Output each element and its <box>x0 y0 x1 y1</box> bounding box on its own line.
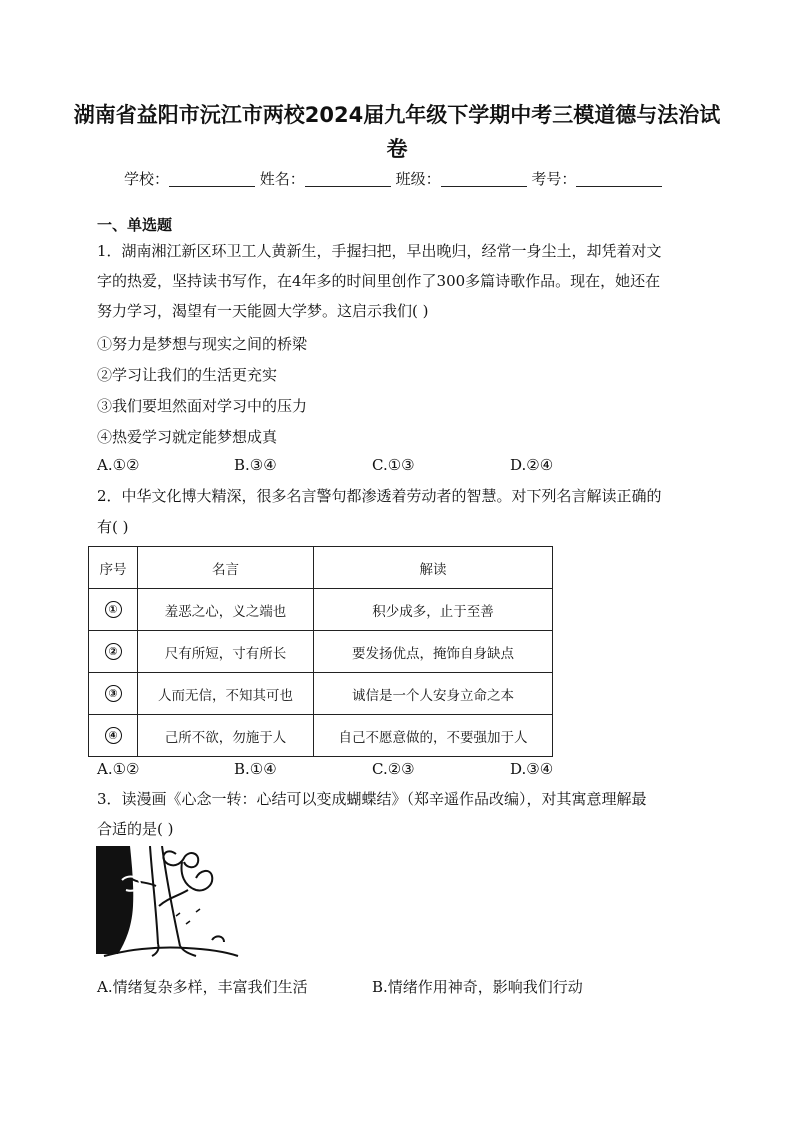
q1-statement-1: ①努力是梦想与现实之间的桥梁 <box>97 335 308 353</box>
exam-title-line-1: 湖南省益阳市沅江市两校2024届九年级下学期中考三模道德与法治试 <box>73 103 721 127</box>
exam-number-blank[interactable] <box>576 170 662 187</box>
row-quote: 己所不欲，勿施于人 <box>138 715 314 757</box>
school-label: 学校： <box>124 170 170 188</box>
row-quote: 尺有所短，寸有所长 <box>138 631 314 673</box>
q2-option-c[interactable]: C.②③ <box>372 760 415 778</box>
header-interpretation: 解读 <box>314 547 553 589</box>
row-interpretation: 要发扬优点，掩饰自身缺点 <box>314 631 553 673</box>
q1-option-a[interactable]: A.①② <box>97 456 140 474</box>
q1-stem-line-1: 1．湖南湘江新区环卫工人黄新生，手握扫把，早出晚归，经常一身尘土，却凭着对文 <box>97 242 662 260</box>
q1-option-b[interactable]: B.③④ <box>234 456 277 474</box>
exam-number-label: 考号： <box>531 170 577 188</box>
row-interpretation: 积少成多，止于至善 <box>314 589 553 631</box>
row-quote: 羞恶之心，义之端也 <box>138 589 314 631</box>
row-quote: 人而无信，不知其可也 <box>138 673 314 715</box>
school-blank[interactable] <box>169 170 255 187</box>
row-number: ④ <box>89 715 138 757</box>
exam-title-line-2: 卷 <box>386 137 408 161</box>
q1-option-c[interactable]: C.①③ <box>372 456 415 474</box>
row-number: ② <box>89 631 138 673</box>
q1-stem-line-3: 努力学习，渴望有一天能圆大学梦。这启示我们( ) <box>97 302 429 320</box>
header-number: 序号 <box>89 547 138 589</box>
q3-option-a[interactable]: A.情绪复杂多样，丰富我们生活 <box>97 978 308 996</box>
row-interpretation: 自己不愿意做的，不要强加于人 <box>314 715 553 757</box>
class-label: 班级： <box>395 170 441 188</box>
student-info-row <box>124 168 662 189</box>
q1-statement-3: ③我们要坦然面对学习中的压力 <box>97 397 308 415</box>
q2-option-b[interactable]: B.①④ <box>234 760 277 778</box>
q2-stem-line-2: 有( ) <box>97 518 129 536</box>
q3-stem-line-2: 合适的是( ) <box>97 820 174 838</box>
q1-statement-4: ④热爱学习就定能梦想成真 <box>97 428 278 446</box>
table-row <box>89 589 553 631</box>
name-label: 姓名： <box>259 170 305 188</box>
section-title: 一、单选题 <box>97 216 173 234</box>
table-header-row <box>89 547 553 589</box>
table-row <box>89 715 553 757</box>
header-quote: 名言 <box>138 547 314 589</box>
row-number: ③ <box>89 673 138 715</box>
table-row <box>89 673 553 715</box>
class-blank[interactable] <box>441 170 527 187</box>
q3-option-b[interactable]: B.情绪作用神奇，影响我们行动 <box>372 978 583 996</box>
q1-statement-2: ②学习让我们的生活更充实 <box>97 366 278 384</box>
row-number: ① <box>89 589 138 631</box>
cartoon-image <box>96 846 242 964</box>
q2-option-a[interactable]: A.①② <box>97 760 140 778</box>
q3-stem-line-1: 3．读漫画《心念一转：心结可以变成蝴蝶结》（郑辛遥作品改编），对其寓意理解最 <box>97 790 647 808</box>
name-blank[interactable] <box>305 170 391 187</box>
q1-stem-line-2: 字的热爱，坚持读书写作，在4年多的时间里创作了300多篇诗歌作品。现在，她还在 <box>97 272 661 290</box>
q2-stem-line-1: 2．中华文化博大精深，很多名言警句都渗透着劳动者的智慧。对下列名言解读正确的 <box>97 487 662 505</box>
q1-option-d[interactable]: D.②④ <box>510 456 554 474</box>
table-row <box>89 631 553 673</box>
quotes-table <box>88 546 553 757</box>
q2-option-d[interactable]: D.③④ <box>510 760 554 778</box>
row-interpretation: 诚信是一个人安身立命之本 <box>314 673 553 715</box>
